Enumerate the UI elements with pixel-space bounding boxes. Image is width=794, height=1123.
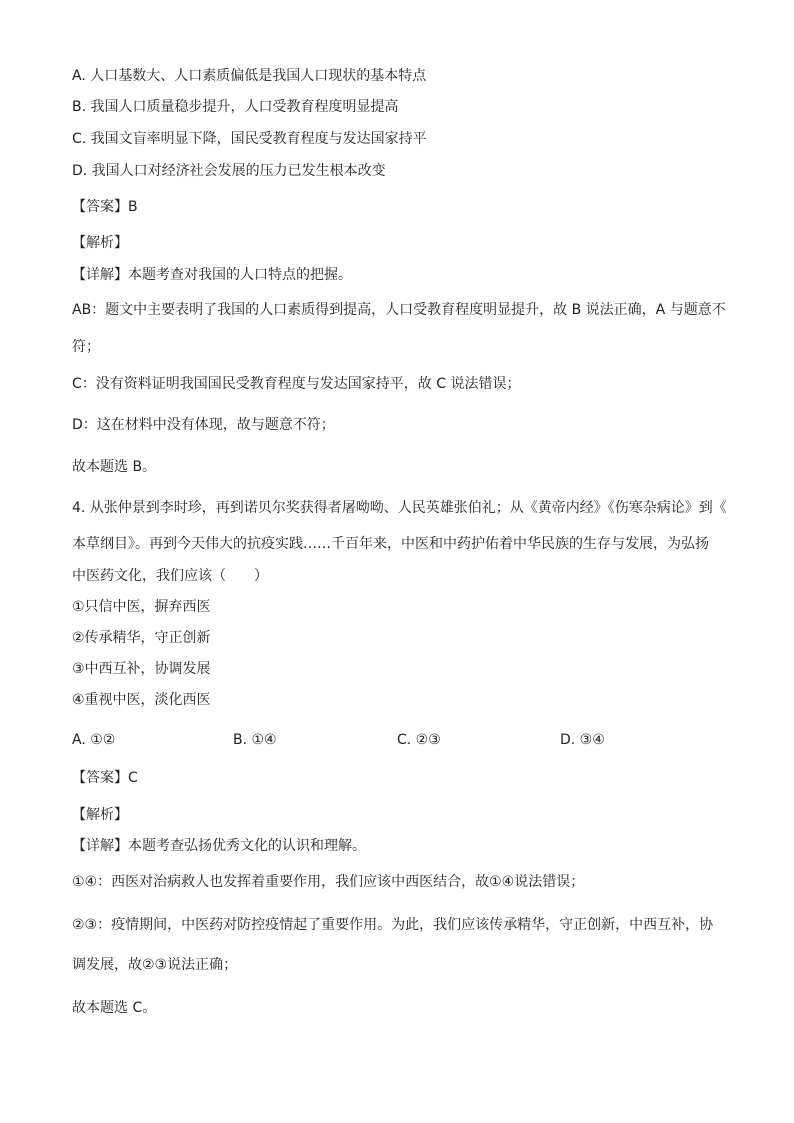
q4-stem-line3: 中医药文化，我们应该（ ） [72, 568, 268, 584]
q3-option-c: C. 我国文盲率明显下降，国民受教育程度与发达国家持平 [72, 131, 427, 147]
q3-option-b: B. 我国人口质量稳步提升，人口受教育程度明显提高 [72, 99, 399, 115]
q4-answer: 【答案】C [72, 770, 138, 786]
q3-ab-line2: 符； [72, 339, 100, 355]
q3-d-line: D：这在材料中没有体现，故与题意不符； [72, 417, 335, 433]
q4-choice-a: A. ①② [72, 732, 116, 748]
q4-conclusion: 故本题选 C。 [72, 1000, 157, 1016]
q4-detail: 【详解】本题考查弘扬优秀文化的认识和理解。 [72, 838, 366, 854]
q3-conclusion: 故本题选 B。 [72, 459, 157, 475]
q3-ab-line1: AB：题文中主要表明了我国的人口素质得到提高，人口受教育程度明显提升，故 B 说法正确，A 与题意不 [72, 302, 726, 318]
q4-choice-c: C. ②③ [397, 732, 441, 748]
q4-line-14: ①④：西医对治病救人也发挥着重要作用，我们应该中西医结合，故①④说法错误； [72, 874, 585, 890]
q4-line-23a: ②③：疫情期间，中医药对防控疫情起了重要作用。为此，我们应该传承精华，守正创新，中西互补，协 [72, 917, 714, 933]
q4-analysis-label: 【解析】 [72, 807, 128, 823]
q3-answer: 【答案】B [72, 199, 138, 215]
q4-item-3: ③中西互补，协调发展 [72, 661, 211, 677]
q3-analysis-label: 【解析】 [72, 235, 128, 251]
q3-c-line: C：没有资料证明我国国民受教育程度与发达国家持平，故 C 说法错误； [72, 376, 521, 392]
q4-stem-line1: 4. 从张仲景到李时珍，再到诺贝尔奖获得者屠呦呦、人民英雄张伯礼；从《黄帝内经》《伤寒杂病论》到《 [72, 500, 727, 516]
q4-line-23b: 调发展，故②③说法正确； [72, 957, 238, 973]
q4-item-1: ①只信中医，摒弃西医 [72, 599, 211, 615]
q4-item-4: ④重视中医，淡化西医 [72, 692, 211, 708]
q4-choice-b: B. ①④ [233, 732, 277, 748]
q3-option-a: A. 人口基数大、人口素质偏低是我国人口现状的基本特点 [72, 68, 427, 84]
q3-detail: 【详解】本题考查对我国的人口特点的把握。 [72, 267, 352, 283]
q4-stem-line2: 本草纲目》。再到今天伟大的抗疫实践……千百年来，中医和中药护佑着中华民族的生存与发展，为弘扬 [72, 536, 709, 552]
q3-option-d: D. 我国人口对经济社会发展的压力已发生根本改变 [72, 163, 386, 179]
q4-item-2: ②传承精华，守正创新 [72, 630, 211, 646]
q4-choice-d: D. ③④ [560, 732, 605, 748]
